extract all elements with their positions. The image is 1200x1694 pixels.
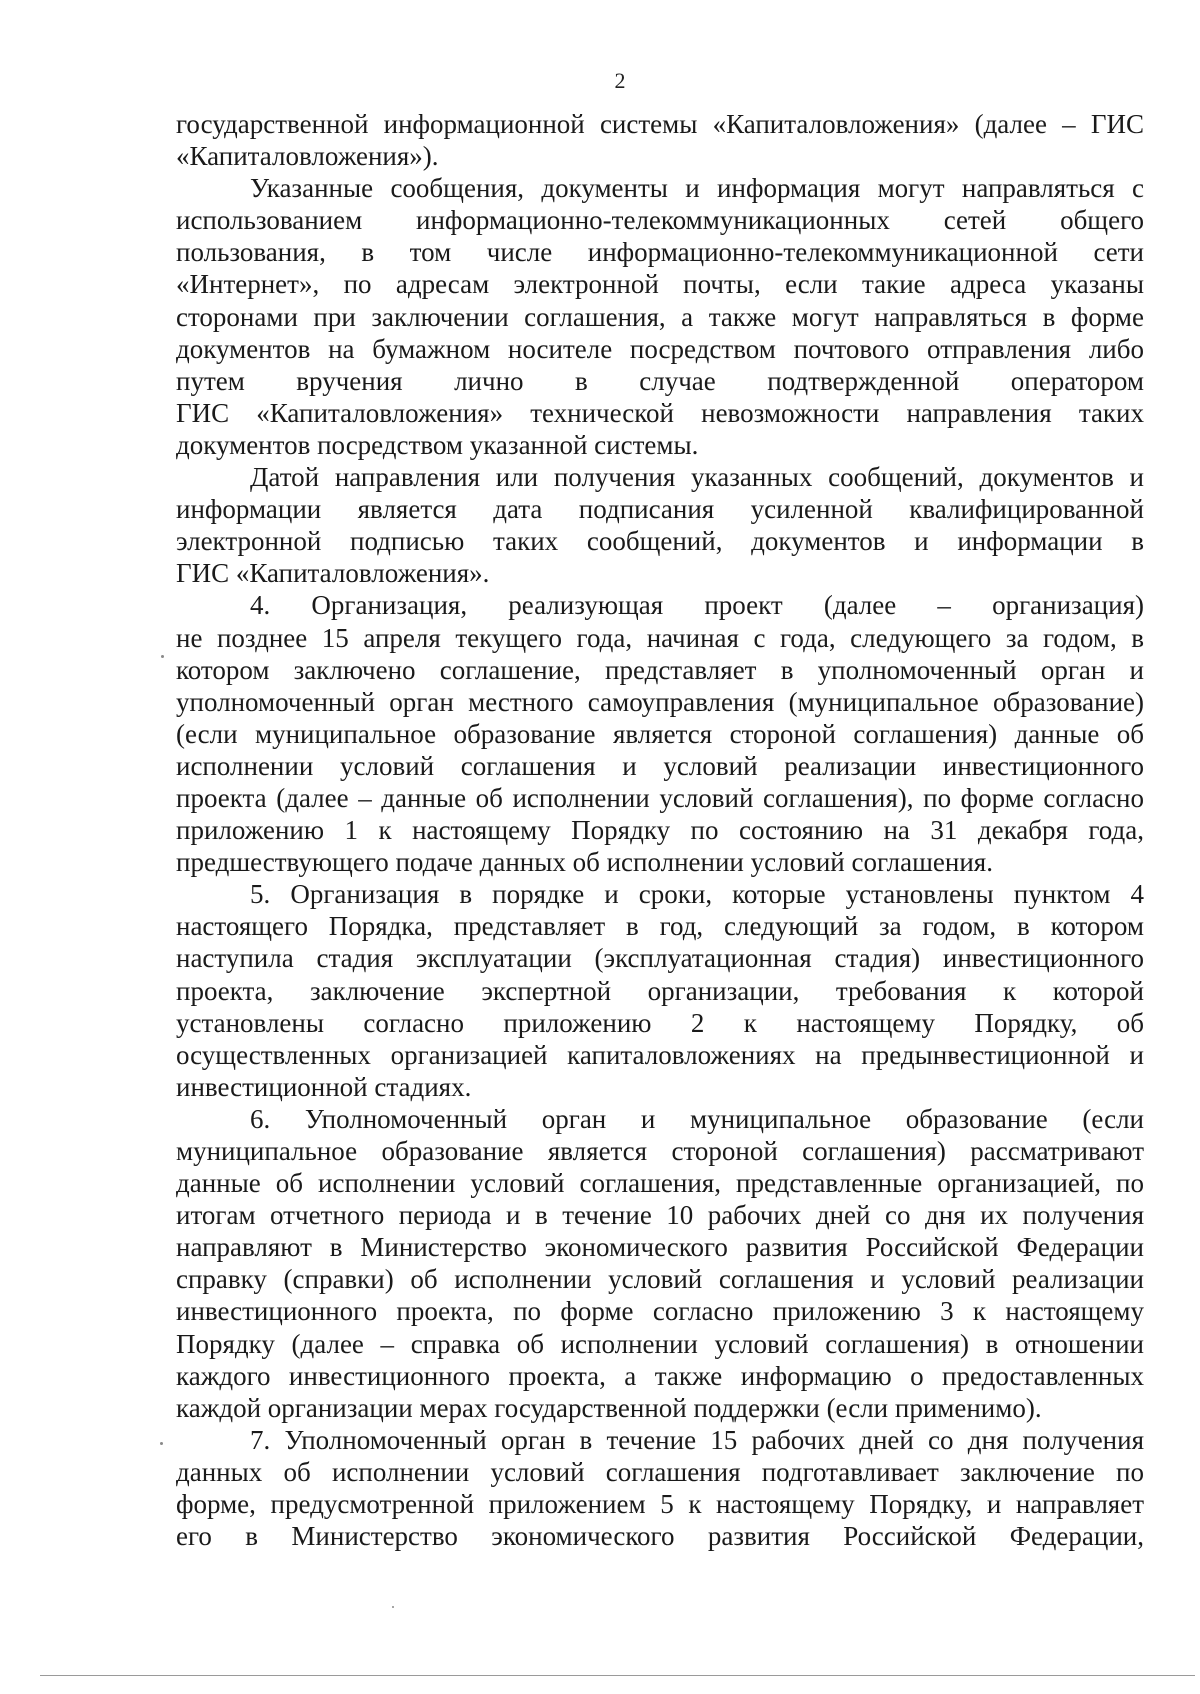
text-line: уполномоченный орган местного самоуправления (муниципальное образование): [176, 686, 1144, 717]
text-line: котором заключено соглашение, представляет в уполномоченный орган и: [176, 654, 1144, 685]
text-line: справку (справки) об исполнении условий соглашения и условий реализации: [176, 1264, 1144, 1295]
text-line: проекта, заключение экспертной организации, требования к которой: [176, 975, 1144, 1006]
text-line: Порядку (далее – справка об исполнении условий соглашения) в отношении: [176, 1328, 1144, 1359]
text-line: настоящего Порядка, представляет в год, следующий за годом, в котором: [176, 911, 1144, 942]
scan-edge-line: [40, 1675, 1195, 1676]
text-line: путем вручения лично в случае подтвержденной оператором: [176, 365, 1144, 396]
text-line: «Интернет», по адресам электронной почты, если такие адреса указаны: [176, 269, 1144, 300]
body-text: [176, 108, 1144, 1552]
text-line: использованием информационно-телекоммуникационных сетей общего: [176, 205, 1144, 236]
text-line: 5. Организация в порядке и сроки, которые установлены пунктом 4: [250, 879, 1144, 910]
text-line: форме, предусмотренной приложением 5 к настоящему Порядку, и направляет: [176, 1489, 1144, 1520]
text-line: его в Министерство экономического развития Российской Федерации,: [176, 1521, 1144, 1552]
text-line: (если муниципальное образование является стороной соглашения) данные об: [176, 718, 1144, 749]
scan-speck: [160, 1442, 163, 1445]
text-line: документов посредством указанной системы.: [176, 429, 699, 460]
text-line: документов на бумажном носителе посредством почтового отправления либо: [176, 333, 1144, 364]
text-line: данных об исполнении условий соглашения подготавливает заключение по: [176, 1456, 1144, 1487]
text-line: каждой организации мерах государственной поддержки (если применимо).: [176, 1392, 1042, 1423]
text-line: ГИС «Капиталовложения» технической невозможности направления таких: [176, 397, 1144, 428]
text-line: инвестиционного проекта, по форме согласно приложению 3 к настоящему: [176, 1296, 1144, 1327]
text-line: «Капиталовложения»).: [176, 141, 439, 172]
text-line: установлены согласно приложению 2 к настоящему Порядку, об: [176, 1007, 1144, 1038]
text-line: не позднее 15 апреля текущего года, начиная с года, следующего за годом, в: [176, 622, 1144, 653]
text-line: Датой направления или получения указанных сообщений, документов и: [250, 462, 1144, 493]
scan-speck: [161, 655, 164, 658]
page-number: 2: [614, 68, 626, 93]
text-line: ГИС «Капиталовложения».: [176, 558, 490, 589]
text-line: пользования, в том числе информационно-телекоммуникационной сети: [176, 237, 1144, 268]
text-line: электронной подписью таких сообщений, документов и информации в: [176, 526, 1144, 557]
text-line: проекта (далее – данные об исполнении условий соглашения), по форме согласно: [176, 782, 1144, 813]
text-line: исполнении условий соглашения и условий реализации инвестиционного: [176, 750, 1144, 781]
text-line: муниципальное образование является стороной соглашения) рассматривают: [176, 1136, 1144, 1166]
text-line: Указанные сообщения, документы и информация могут направляться с: [250, 173, 1144, 204]
text-line: инвестиционной стадиях.: [176, 1071, 472, 1102]
scan-speck: [392, 1606, 394, 1608]
text-line: каждого инвестиционного проекта, а также информацию о предоставленных: [176, 1360, 1144, 1391]
text-line: наступила стадия эксплуатации (эксплуатационная стадия) инвестиционного: [176, 943, 1144, 974]
text-line: приложению 1 к настоящему Порядку по состоянию на 31 декабря года,: [176, 815, 1144, 846]
text-line: 4. Организация, реализующая проект (далее – организация): [250, 590, 1144, 621]
text-line: сторонами при заключении соглашения, а также могут направляться в форме: [176, 301, 1144, 332]
text-line: осуществленных организацией капиталовложениях на предынвестиционной и: [176, 1039, 1144, 1070]
text-line: данные об исполнении условий соглашения, представленные организацией, по: [176, 1168, 1144, 1199]
text-line: государственной информационной системы «Капиталовложения» (далее – ГИС: [176, 109, 1144, 139]
text-line: направляют в Министерство экономического развития Российской Федерации: [176, 1232, 1144, 1263]
text-line: 7. Уполномоченный орган в течение 15 рабочих дней со дня получения: [250, 1424, 1144, 1455]
text-line: информации является дата подписания усиленной квалифицированной: [176, 494, 1144, 525]
text-line: предшествующего подаче данных об исполнении условий соглашения.: [176, 847, 993, 878]
text-line: итогам отчетного периода и в течение 10 рабочих дней со дня их получения: [176, 1200, 1144, 1231]
text-line: 6. Уполномоченный орган и муниципальное образование (если: [250, 1103, 1144, 1134]
